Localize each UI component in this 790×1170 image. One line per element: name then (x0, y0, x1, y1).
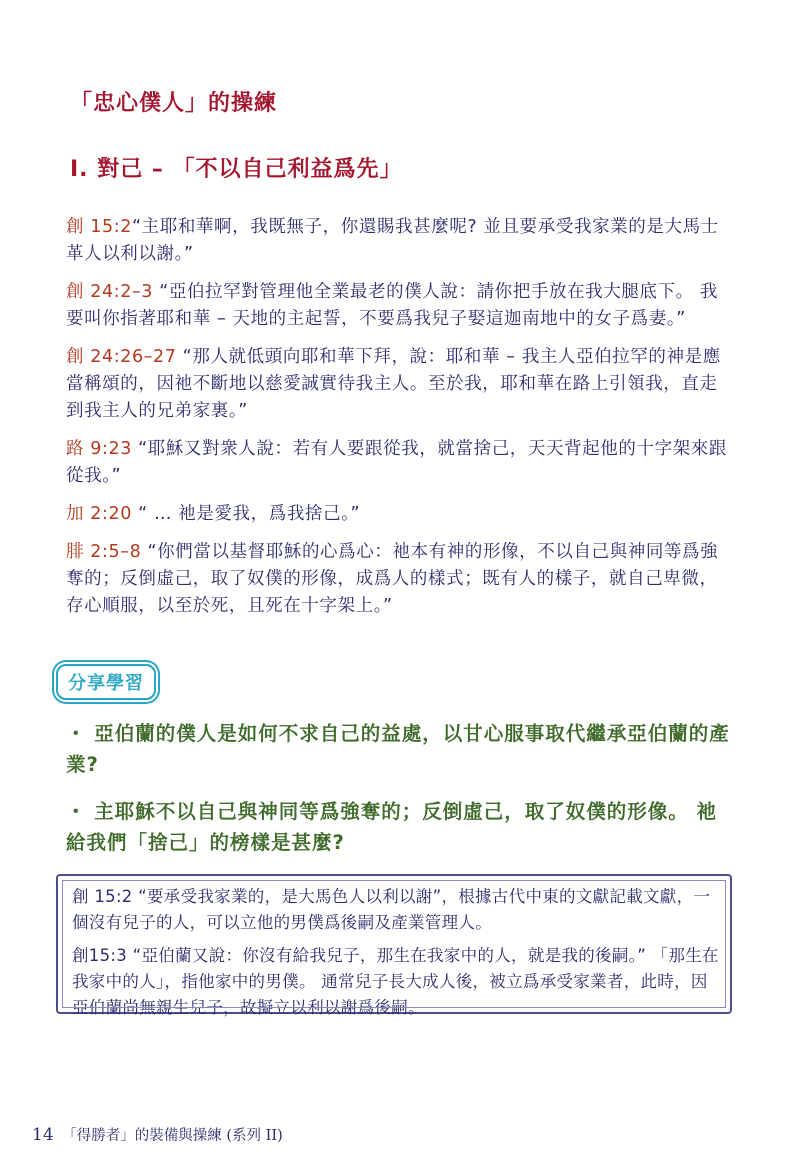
verse-gal-2-20 (66, 501, 730, 528)
verse-ref: 加 2:20 (66, 504, 132, 524)
verse-ref: 腓 2:5–8 (66, 542, 142, 562)
commentary-box (56, 874, 732, 1017)
verse-text: “主耶和華啊，我既無子，你還賜我甚麼呢? 並且要承受我家業的是大馬士革人以利以謝。” (66, 217, 719, 264)
book-title: 「得勝者」的裝備與操練 (系列 II) (62, 1128, 283, 1144)
verse-text: “你們當以基督耶穌的心爲心：祂本有神的形像，不以自己與神同等爲強奪的；反倒虛己，取了奴僕的形像，成爲人的樣式；既有人的樣子，就自己卑微，存心順服，以至於死，且死在十字架上。” (66, 542, 719, 616)
verse-ref: 創 24:26–27 (66, 347, 177, 367)
commentary-note: 創 15:2 “要承受我家業的，是大馬色人以利以謝”，根據古代中東的文獻記載文獻，一個沒有兒子的人，可以立他的男僕爲後嗣及產業管理人。 (72, 887, 711, 932)
page-title: 「忠心僕人」的操練 (70, 91, 278, 116)
verse-gen-15-2 (66, 214, 730, 268)
verse-text: “耶穌又對衆人說：若有人要跟從我，就當捨己，天天背起他的十字架來跟從我。” (66, 439, 727, 486)
question-item: ・ 亞伯蘭的僕人是如何不求自己的益處，以甘心服事取代繼承亞伯蘭的產業? (66, 722, 730, 776)
verse-phil-2-5 (66, 539, 730, 620)
verse-text: “ … 祂是愛我，爲我捨己。” (131, 504, 361, 524)
verse-gen-24-2 (66, 279, 730, 333)
verse-luke-9-23 (66, 436, 730, 490)
verse-list (66, 214, 730, 631)
commentary-content (72, 884, 722, 1028)
verse-text: “亞伯拉罕對管理他全業最老的僕人說：請你把手放在我大腿底下。 我要叫你指著耶和華 – 天地的主起誓，不要爲我兒子娶這迦南地中的女子爲妻。” (66, 282, 719, 329)
question-list (66, 718, 730, 874)
page-footer (32, 1124, 283, 1145)
verse-text: “那人就低頭向耶和華下拜，說：耶和華 – 我主人亞伯拉罕的神是應當稱頌的，因祂不斷地以慈愛誠實待我主人。至於我，耶和華在路上引領我，直走到我主人的兄弟家裏。” (66, 347, 721, 421)
question-item: ・ 主耶穌不以自己與神同等爲強奪的；反倒虛己，取了奴僕的形像。 祂給我們「捨己」的榜樣是甚麼? (66, 800, 718, 854)
verse-gen-24-26 (66, 344, 730, 425)
verse-ref: 創 24:2–3 (66, 282, 154, 302)
share-learning-badge: 分享學習 (56, 664, 156, 700)
section-title: I. 對己 – 「不以自己利益爲先」 (70, 157, 403, 182)
verse-ref: 路 9:23 (66, 439, 132, 459)
page-number: 14 (32, 1125, 54, 1145)
verse-ref: 創 15:2 (66, 217, 132, 237)
commentary-note: 創15:3 “亞伯蘭又說：你沒有給我兒子，那生在我家中的人，就是我的後嗣。” 「那生在我家中的人」，指他家中的男僕。 通常兒子長大成人後，被立爲承受家業者，此時，因亞伯蘭尚無親生兒子，故擬立以利以謝爲後嗣。 (72, 946, 719, 1017)
